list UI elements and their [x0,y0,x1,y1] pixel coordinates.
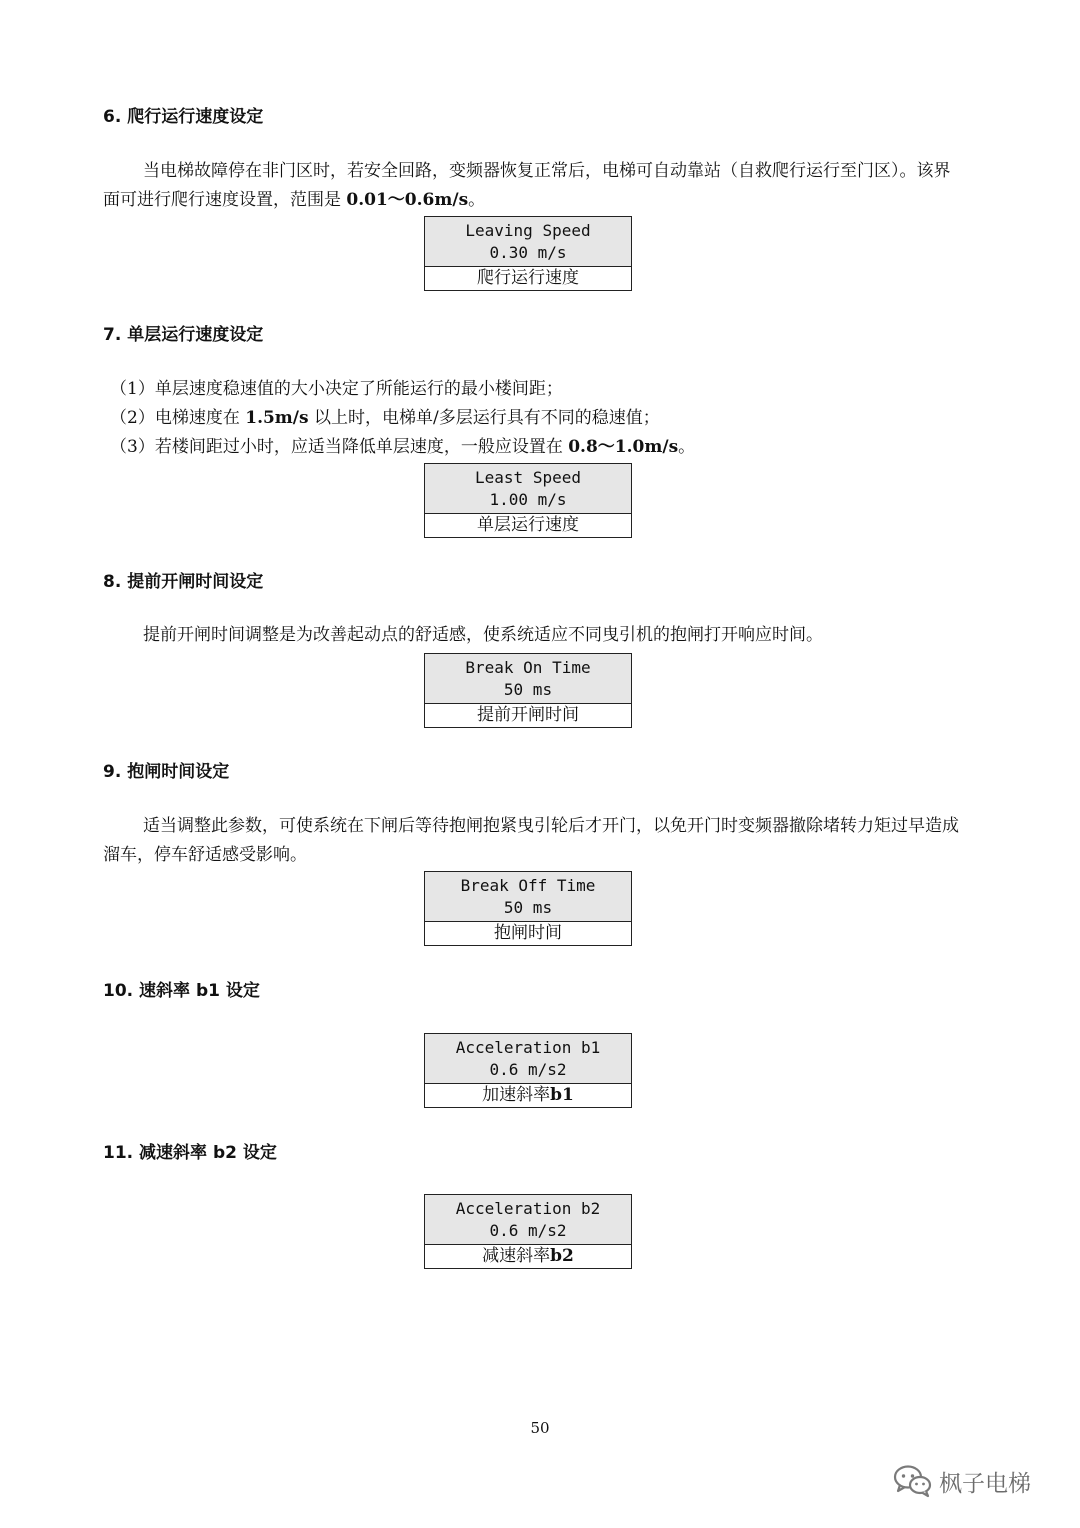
lcd-title: Leaving Speed [465,221,591,240]
caption-text: 减速斜率 [482,1246,551,1266]
section-paragraph-9: 适当调整此参数，可使系统在下闸后等待抱闸抱紧曳引轮后才开门，以免开门时变频器撤除堵转力矩过早造成溜车，停车舒适感受影响。 [103,816,959,865]
lcd-title: Break Off Time [460,876,596,895]
lcd-display [425,872,631,922]
wechat-icon [893,1464,933,1498]
list-item-text: （1）单层速度稳速值的大小决定了所能运行的最小楼间距； [110,379,563,399]
list-item-text: （2）电梯速度在 [110,408,246,428]
break-on-time-panel [424,653,632,728]
caption-bold: b1 [550,1085,574,1105]
lcd-value: 0.30 m/s [489,243,567,262]
section-heading-7: 7. 单层运行速度设定 [103,325,264,345]
watermark-text: 枫子电梯 [939,1470,1031,1497]
lcd-value: 0.6 m/s2 [489,1221,567,1240]
list-item-text-end: 。 [678,437,696,457]
list-item-bold: 0.8～1.0m/s [568,437,679,457]
lcd-display [425,1034,631,1084]
list-item [110,378,563,400]
panel-caption [425,1084,631,1107]
section-paragraph-6 [103,157,963,215]
break-off-time-panel [424,871,632,946]
section-heading-9: 9. 抱闸时间设定 [103,762,230,782]
watermark [893,1458,1031,1504]
speed-range: 0.01～0.6m/s [346,190,469,210]
acceleration-b2-panel [424,1194,632,1269]
lcd-value: 1.00 m/s [489,490,567,509]
caption-bold: b2 [550,1246,574,1266]
lcd-title: Acceleration b2 [455,1199,601,1218]
list-item [110,407,660,429]
panel-caption: 提前开闸时间 [477,705,579,725]
paragraph-text-end: 。 [468,190,486,210]
lcd-title: Least Speed [475,468,581,487]
section-heading-8: 8. 提前开闸时间设定 [103,572,264,592]
least-speed-panel [424,463,632,538]
list-item-bold: 1.5m/s [245,408,309,428]
lcd-value: 0.6 m/s2 [489,1060,567,1079]
section-heading-6: 6. 爬行运行速度设定 [103,107,264,127]
paragraph-text: 当电梯故障停在非门区时，若安全回路，变频器恢复正常后，电梯可自动靠站（自救爬行运行至门区）。该界面可进行爬行速度设置，范围是 [103,161,951,210]
panel-caption: 爬行运行速度 [477,268,579,288]
panel-caption [425,1245,631,1268]
acceleration-b1-panel [424,1033,632,1108]
section-heading-11: 11. 减速斜率 b2 设定 [103,1143,277,1163]
lcd-title: Acceleration b1 [455,1038,601,1057]
panel-caption: 单层运行速度 [477,515,579,535]
lcd-display [425,217,631,267]
lcd-display [425,1195,631,1245]
lcd-display [425,464,631,514]
lcd-value: 50 ms [503,680,553,699]
lcd-display [425,654,631,704]
list-item-text-end: 以上时，电梯单/多层运行具有不同的稳速值； [308,408,660,428]
caption-text: 加速斜率 [482,1085,551,1105]
lcd-title: Break On Time [465,658,591,677]
section-heading-10: 10. 速斜率 b1 设定 [103,981,260,1001]
panel-caption: 抱闸时间 [494,923,562,943]
leaving-speed-panel [424,216,632,291]
list-item [110,436,695,458]
section-paragraph-8: 提前开闸时间调整是为改善起动点的舒适感，使系统适应不同曳引机的抱闸打开响应时间。 [143,625,823,645]
page-number: 50 [530,1419,550,1437]
lcd-value: 50 ms [503,898,553,917]
list-item-text: （3）若楼间距过小时，应适当降低单层速度，一般应设置在 [110,437,569,457]
